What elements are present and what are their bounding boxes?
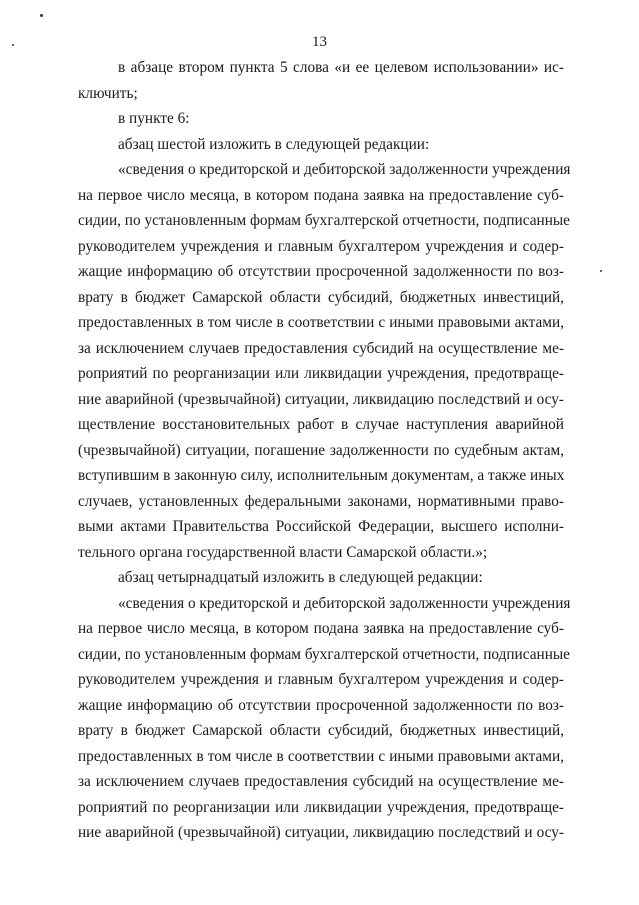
text-line: руководителем учреждения и главным бухгалтером учреждения и содер- — [78, 671, 564, 688]
text-line: «сведения о кредиторской и дебиторской задолженности учреждения — [118, 595, 571, 612]
text-line: врату в бюджет Самарской области субсидий, бюджетных инвестиций, — [78, 722, 564, 739]
text-line: в абзаце втором пункта 5 слова «и ее целевом использовании» ис- — [118, 59, 564, 76]
text-line: врату в бюджет Самарской области субсидий, бюджетных инвестиций, — [78, 289, 564, 306]
text-line: сидии, по установленным формам бухгалтерской отчетности, подписанные — [78, 212, 570, 229]
text-line: предоставленных в том числе в соответствии с иными правовыми актами, — [78, 748, 564, 765]
text-line: сидии, по установленным формам бухгалтерской отчетности, подписанные — [78, 646, 570, 663]
scan-speck — [600, 270, 602, 272]
text-line: за исключением случаев предоставления субсидий на осуществление ме- — [78, 340, 564, 357]
text-line: случаев, установленных федеральными законами, нормативными право- — [78, 493, 564, 510]
text-line: ществление восстановительных работ в случае наступления аварийной — [78, 416, 564, 433]
text-line: абзац шестой изложить в следующей редакции: — [118, 136, 430, 153]
text-line: роприятий по реорганизации или ликвидации учреждения, предотвраще- — [78, 365, 564, 382]
page-number: 13 — [312, 34, 327, 50]
text-line: ние аварийной (чрезвычайной) ситуации, ликвидацию последствий и осу- — [78, 824, 564, 841]
text-line: за исключением случаев предоставления субсидий на осуществление ме- — [78, 773, 564, 790]
text-line: выми актами Правительства Российской Федерации, высшего исполни- — [78, 518, 564, 535]
text-line: на первое число месяца, в котором подана заявка на предоставление суб- — [78, 187, 564, 204]
text-line: в пункте 6: — [118, 110, 190, 127]
text-line: роприятий по реорганизации или ликвидации учреждения, предотвраще- — [78, 799, 564, 816]
text-line: предоставленных в том числе в соответствии с иными правовыми актами, — [78, 314, 564, 331]
text-line: абзац четырнадцатый изложить в следующей редакции: — [118, 569, 483, 586]
text-line: тельного органа государственной власти Самарской области.»; — [78, 544, 488, 561]
text-line: жащие информацию об отсутствии просроченной задолженности по воз- — [78, 263, 564, 280]
text-line: на первое число месяца, в котором подана заявка на предоставление суб- — [78, 620, 564, 637]
text-line: вступившим в законную силу, исполнительным документам, а также иных — [78, 467, 565, 484]
scan-speck — [12, 44, 14, 46]
text-line: ключить; — [78, 85, 138, 102]
text-line: руководителем учреждения и главным бухгалтером учреждения и содер- — [78, 238, 564, 255]
text-line: жащие информацию об отсутствии просроченной задолженности по воз- — [78, 697, 564, 714]
text-line: (чрезвычайной) ситуации, погашение задолженности по судебным актам, — [78, 442, 564, 459]
scan-speck — [40, 14, 43, 17]
text-line: «сведения о кредиторской и дебиторской задолженности учреждения — [118, 161, 571, 178]
text-line: ние аварийной (чрезвычайной) ситуации, ликвидацию последствий и осу- — [78, 391, 564, 408]
